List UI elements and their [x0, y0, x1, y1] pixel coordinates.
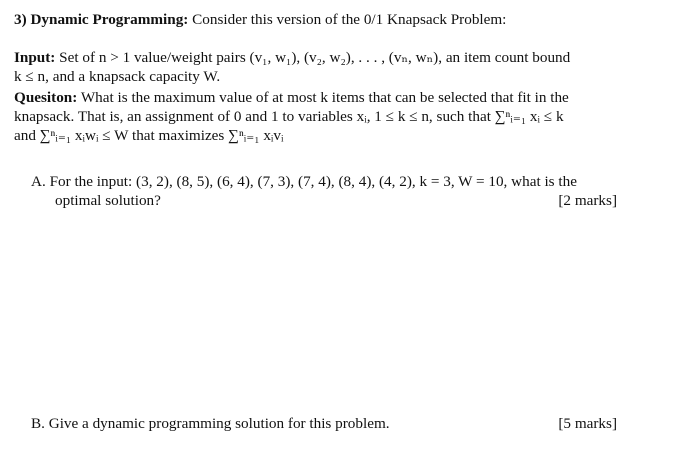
part-a-text-1: For the input: (3, 2), (8, 5), (6, 4), (7, 3), (7, 4), (8, 4), (4, 2), k = 3, W = 10, what is the — [49, 173, 577, 190]
question-label: Quesiton: — [14, 89, 78, 106]
question-heading-line — [14, 10, 506, 29]
part-b-marks: [5 marks] — [558, 415, 617, 432]
question-line-3 — [14, 126, 284, 145]
input-line-2 — [14, 67, 220, 86]
question-text-2: knapsack. That is, an assignment of 0 and 1 to variables xᵢ, 1 ≤ k ≤ n, such that ∑ⁿᵢ₌₁ xᵢ ≤ k — [14, 108, 564, 125]
input-text-1: Set of n > 1 value/weight pairs (v₁, w₁), (v₂, w₂), . . . , (vₙ, wₙ), an item count bound — [59, 49, 571, 66]
part-a-marks: [2 marks] — [558, 192, 617, 209]
input-label: Input: — [14, 49, 56, 66]
part-b-label: B. — [31, 415, 45, 432]
question-line-2 — [14, 107, 564, 126]
question-heading-label: 3) Dynamic Programming: — [14, 11, 189, 28]
part-a-line-2 — [55, 191, 161, 210]
part-a-label: A. — [31, 173, 46, 190]
question-text-3: and ∑ⁿᵢ₌₁ xᵢwᵢ ≤ W that maximizes ∑ⁿᵢ₌₁ xᵢvᵢ — [14, 127, 284, 144]
question-line-1 — [14, 88, 569, 107]
question-heading-text: Consider this version of the 0/1 Knapsack Problem: — [192, 11, 507, 28]
question-text-1: What is the maximum value of at most k items that can be selected that fit in the — [80, 89, 569, 106]
part-a-text-2: optimal solution? — [55, 192, 161, 209]
part-b-text: Give a dynamic programming solution for this problem. — [48, 415, 390, 432]
part-b-line — [31, 414, 390, 433]
part-a-line-1 — [31, 172, 577, 191]
input-text-2: k ≤ n, and a knapsack capacity W. — [14, 68, 221, 85]
input-line-1 — [14, 48, 570, 67]
